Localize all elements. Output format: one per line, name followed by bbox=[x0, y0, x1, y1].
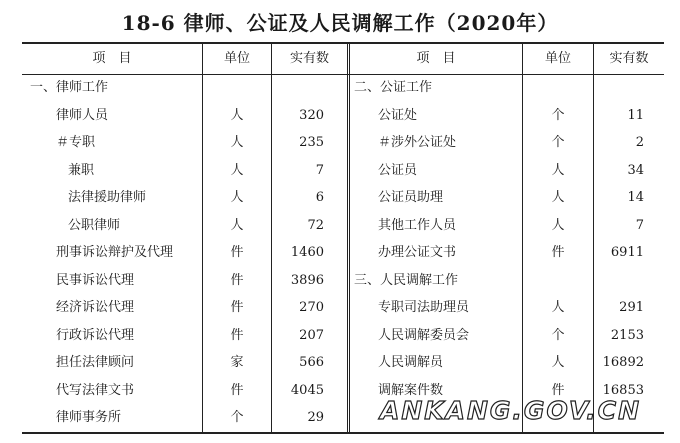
row-unit: 人 bbox=[551, 217, 565, 233]
row-unit: 人 bbox=[230, 217, 244, 233]
row-item-label: 人民调解委员会 bbox=[378, 327, 470, 343]
row-item-label: 律师人员 bbox=[56, 107, 109, 123]
row-value bbox=[594, 74, 644, 101]
row-unit: 件 bbox=[551, 382, 565, 398]
row-item-label: 二、公证工作 bbox=[354, 80, 433, 95]
row-unit: 人 bbox=[551, 300, 565, 315]
table-row bbox=[0, 129, 680, 156]
row-value: 4045 bbox=[290, 382, 324, 398]
row-item-label: 其他工作人员 bbox=[378, 217, 457, 233]
row-value: 235 bbox=[299, 135, 324, 150]
row-unit: 个 bbox=[230, 410, 244, 425]
row-item-label: 调解案件数 bbox=[378, 382, 444, 398]
row-value: 566 bbox=[299, 355, 324, 370]
row-value: 6911 bbox=[610, 245, 644, 260]
row-value: 16853 bbox=[602, 382, 644, 398]
row-value: 291 bbox=[619, 300, 644, 315]
row-item-label: 公证员 bbox=[378, 162, 418, 178]
table-row bbox=[0, 322, 680, 349]
row-item-label: 人民调解员 bbox=[378, 355, 444, 370]
row-unit: 个 bbox=[551, 135, 565, 150]
header-item-right: 项 目 bbox=[416, 51, 456, 66]
header-value-left: 实有数 bbox=[289, 51, 329, 66]
row-value: 72 bbox=[307, 217, 324, 233]
row-value bbox=[594, 267, 644, 294]
row-unit: 件 bbox=[551, 245, 565, 260]
row-unit: 人 bbox=[230, 135, 244, 150]
row-unit: 件 bbox=[230, 382, 244, 398]
row-item-label: 民事诉讼代理 bbox=[56, 272, 135, 288]
row-unit: 件 bbox=[230, 327, 244, 343]
row-unit: 家 bbox=[230, 355, 244, 370]
row-unit: 件 bbox=[230, 272, 244, 288]
row-value: 7 bbox=[635, 217, 644, 233]
row-item-label: 公证处 bbox=[378, 107, 418, 123]
row-item-label: 公证员助理 bbox=[378, 190, 444, 205]
row-item-label: 法律援助律师 bbox=[68, 190, 147, 205]
row-unit: 人 bbox=[230, 162, 244, 178]
row-unit: 人 bbox=[551, 190, 565, 205]
header-item-left: 项 目 bbox=[92, 51, 132, 66]
row-item-label: 担任法律顾问 bbox=[56, 355, 135, 370]
row-item-label: 律师事务所 bbox=[56, 410, 122, 425]
bottom-rule bbox=[22, 432, 664, 434]
table-row bbox=[0, 212, 680, 239]
row-item-label: 兼职 bbox=[68, 162, 95, 178]
row-value: 320 bbox=[299, 107, 324, 123]
row-item-label: 一、律师工作 bbox=[30, 80, 109, 95]
row-unit bbox=[523, 74, 593, 101]
row-unit: 件 bbox=[230, 245, 244, 260]
row-value: 2 bbox=[635, 135, 644, 150]
row-unit: 人 bbox=[551, 355, 565, 370]
row-value: 11 bbox=[627, 107, 644, 123]
row-value: 3896 bbox=[290, 272, 324, 288]
table-row bbox=[0, 349, 680, 376]
table-row bbox=[0, 74, 680, 101]
table-row bbox=[0, 267, 680, 294]
header-value-right: 实有数 bbox=[609, 51, 649, 66]
row-unit: 件 bbox=[230, 300, 244, 315]
row-item-label: 办理公证文书 bbox=[378, 245, 457, 260]
row-value: 29 bbox=[307, 410, 324, 425]
header-unit-right: 单位 bbox=[544, 51, 571, 66]
row-item-label: 行政诉讼代理 bbox=[56, 327, 135, 343]
header-unit-left: 单位 bbox=[223, 51, 250, 66]
row-item-label: 三、人民调解工作 bbox=[354, 272, 459, 288]
row-value: 270 bbox=[299, 300, 324, 315]
row-unit: 个 bbox=[551, 107, 565, 123]
row-item-label: ＃专职 bbox=[56, 135, 96, 150]
table-row bbox=[0, 294, 680, 321]
row-unit: 人 bbox=[230, 190, 244, 205]
row-value: 16892 bbox=[602, 355, 644, 370]
row-value: 6 bbox=[315, 190, 324, 205]
table-row bbox=[0, 184, 680, 211]
row-unit: 人 bbox=[551, 162, 565, 178]
table-row bbox=[0, 239, 680, 266]
row-value: 14 bbox=[627, 190, 644, 205]
row-value: 34 bbox=[627, 162, 644, 178]
row-unit: 个 bbox=[551, 327, 565, 343]
row-value: 2153 bbox=[610, 327, 644, 343]
row-unit bbox=[523, 267, 593, 294]
watermark-text: ANKANG.GOV.CN bbox=[380, 396, 642, 425]
row-item-label: 经济诉讼代理 bbox=[56, 300, 135, 315]
row-value: 1460 bbox=[290, 245, 324, 260]
row-item-label: 刑事诉讼辩护及代理 bbox=[56, 245, 174, 260]
row-item-label: 专职司法助理员 bbox=[378, 300, 470, 315]
row-value: 7 bbox=[315, 162, 324, 178]
row-item-label: 代写法律文书 bbox=[56, 382, 135, 398]
row-item-label: 公职律师 bbox=[68, 217, 121, 233]
table-title: 18-6 律师、公证及人民调解工作（2020年） bbox=[121, 11, 559, 35]
row-value: 207 bbox=[299, 327, 324, 343]
row-unit: 人 bbox=[230, 107, 244, 123]
table-row bbox=[0, 157, 680, 184]
table-row bbox=[0, 102, 680, 129]
row-item-label: ＃涉外公证处 bbox=[378, 135, 457, 150]
